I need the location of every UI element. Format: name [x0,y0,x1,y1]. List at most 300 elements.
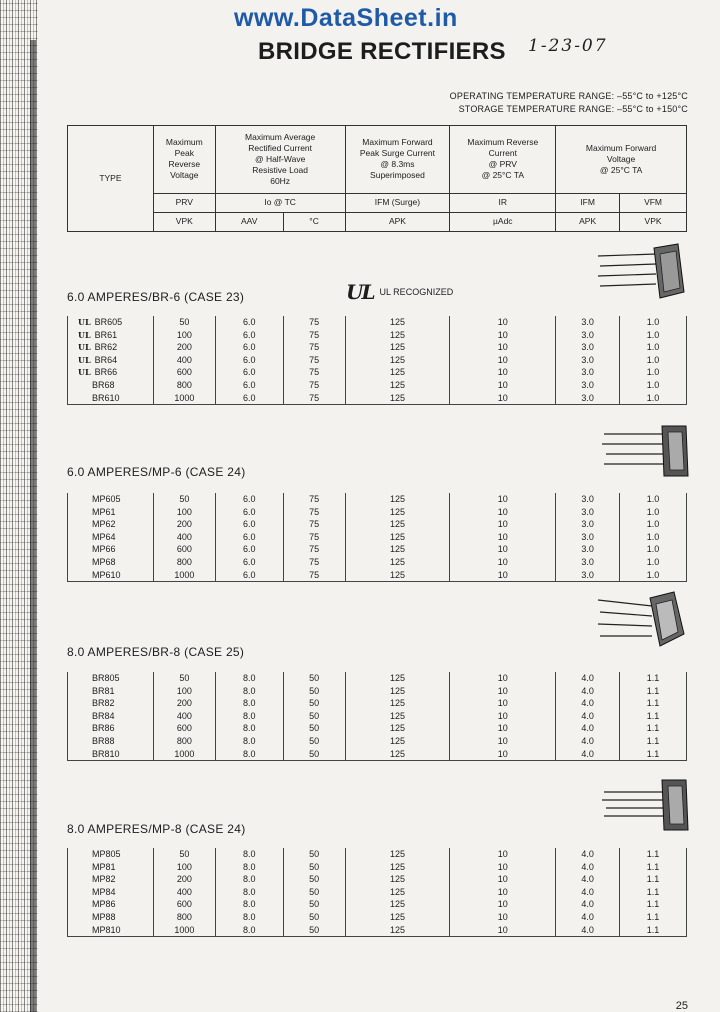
cell-type [68,924,154,937]
cell-ifm: 4.0 [556,735,620,748]
cell-ifsm: 125 [345,329,450,342]
table-row [68,506,687,519]
part-number: MP605 [92,494,121,504]
cell-ir: 10 [450,518,556,531]
cell-io: 8.0 [215,898,283,911]
cell-type [68,886,154,899]
cell-io: 8.0 [215,735,283,748]
cell-type [68,898,154,911]
table-row [68,911,687,924]
table-row [68,898,687,911]
cell-io: 8.0 [215,710,283,723]
cell-ifm: 4.0 [556,748,620,761]
cell-io: 6.0 [215,341,283,354]
cell-ifm: 4.0 [556,886,620,899]
cell-ir: 10 [450,392,556,405]
section-heading-mp8: 8.0 AMPERES/MP-8 (CASE 24) [67,822,246,836]
ul-recognized-label: UL RECOGNIZED [379,287,454,297]
cell-tc: 50 [283,898,345,911]
cell-ifsm: 125 [345,341,450,354]
cell-ifsm: 125 [345,710,450,723]
cell-tc: 50 [283,710,345,723]
cell-prv: 1000 [153,924,215,937]
cell-io: 8.0 [215,873,283,886]
page-number: 25 [675,1000,688,1012]
cell-ifsm: 125 [345,861,450,874]
cell-ir: 10 [450,873,556,886]
table-row [68,543,687,556]
cell-type [68,722,154,735]
cell-type [68,518,154,531]
cell-io: 6.0 [215,569,283,582]
cell-io: 8.0 [215,861,283,874]
cell-tc: 50 [283,748,345,761]
part-number: MP64 [92,531,116,542]
cell-ifsm: 125 [345,392,450,405]
sym-io: Io @ TC [215,193,345,212]
part-number: BR62 [94,342,118,353]
data-table-br6 [67,316,687,405]
cell-vfm: 1.1 [620,924,687,937]
cell-ir: 10 [450,886,556,899]
cell-type [68,735,154,748]
cell-prv: 400 [153,710,215,723]
cell-ifsm: 125 [345,911,450,924]
cell-io: 8.0 [215,672,283,685]
cell-ifm: 3.0 [556,518,620,531]
page-title: BRIDGE RECTIFIERS [258,38,506,65]
cell-ifm: 3.0 [556,341,620,354]
cell-ifsm: 125 [345,506,450,519]
cell-ir: 10 [450,924,556,937]
cell-ifsm: 125 [345,697,450,710]
operating-temp: OPERATING TEMPERATURE RANGE: –55°C to +125°C [449,91,688,101]
cell-ir: 10 [450,531,556,544]
unit-aav: AAV [215,212,283,231]
table-row [68,848,687,861]
part-number: BR81 [92,685,115,696]
table-row [68,341,687,354]
package-br8-icon [596,590,688,652]
cell-ir: 10 [450,861,556,874]
cell-prv: 100 [153,861,215,874]
table-row [68,722,687,735]
part-number: MP84 [92,886,116,897]
part-number: MP810 [92,924,121,935]
data-table-mp8 [67,848,687,937]
table-row [68,710,687,723]
header-forward-voltage: Maximum Forward Voltage @ 25°C TA [556,126,687,194]
cell-prv: 50 [153,316,215,329]
cell-type [68,685,154,698]
cell-prv: 1000 [153,392,215,405]
cell-io: 8.0 [215,697,283,710]
cell-ir: 10 [450,506,556,519]
cell-ir: 10 [450,911,556,924]
cell-prv: 50 [153,493,215,506]
part-number: BR61 [94,329,118,340]
cell-ir: 10 [450,672,556,685]
cell-tc: 75 [283,518,345,531]
cell-ifsm: 125 [345,898,450,911]
cell-prv: 800 [153,379,215,392]
cell-vfm: 1.0 [620,341,687,354]
cell-ifm: 4.0 [556,685,620,698]
cell-type [68,379,154,392]
cell-tc: 50 [283,873,345,886]
cell-ir: 10 [450,685,556,698]
unit-uadc: µAdc [450,212,556,231]
cell-tc: 50 [283,735,345,748]
cell-ir: 10 [450,735,556,748]
cell-vfm: 1.1 [620,898,687,911]
cell-tc: 50 [283,672,345,685]
cell-ifsm: 125 [345,722,450,735]
handwritten-date: 1-23-07 [528,36,608,56]
cell-tc: 75 [283,556,345,569]
cell-tc: 50 [283,848,345,861]
cell-prv: 400 [153,886,215,899]
unit-apk2: APK [556,212,620,231]
storage-temp: STORAGE TEMPERATURE RANGE: –55°C to +150°C [458,104,688,114]
cell-ir: 10 [450,354,556,367]
table-row [68,924,687,937]
cell-type [68,569,154,582]
cell-io: 6.0 [215,506,283,519]
part-number: MP81 [92,861,116,872]
ul-logo-icon: UL [346,280,374,304]
ul-mark-icon: UL [78,367,91,378]
cell-vfm: 1.0 [620,531,687,544]
cell-ifm: 3.0 [556,543,620,556]
unit-c: °C [283,212,345,231]
cell-ifm: 3.0 [556,392,620,405]
cell-vfm: 1.0 [620,366,687,379]
cell-type [68,748,154,761]
cell-ir: 10 [450,316,556,329]
cell-type [68,848,154,861]
cell-ir: 10 [450,556,556,569]
cell-type [68,861,154,874]
part-number: BR810 [92,748,120,759]
header-reverse-current: Maximum Reverse Current @ PRV @ 25°C TA [450,126,556,194]
cell-ifm: 4.0 [556,848,620,861]
sym-prv: PRV [153,193,215,212]
cell-io: 6.0 [215,366,283,379]
cell-ir: 10 [450,543,556,556]
data-table-br8 [67,672,687,761]
cell-prv: 600 [153,722,215,735]
cell-io: 8.0 [215,685,283,698]
cell-ifsm: 125 [345,379,450,392]
cell-ir: 10 [450,898,556,911]
cell-vfm: 1.0 [620,543,687,556]
sym-ifm: IFM [556,193,620,212]
cell-prv: 50 [153,672,215,685]
cell-ifsm: 125 [345,748,450,761]
cell-ifm: 3.0 [556,569,620,582]
cell-ifm: 4.0 [556,710,620,723]
cell-ifsm: 125 [345,735,450,748]
ul-mark-icon: UL [78,342,91,353]
cell-tc: 75 [283,506,345,519]
table-row [68,672,687,685]
cell-vfm: 1.1 [620,861,687,874]
cell-ir: 10 [450,329,556,342]
table-row [68,518,687,531]
cell-ifm: 3.0 [556,316,620,329]
cell-ifm: 4.0 [556,722,620,735]
cell-tc: 50 [283,685,345,698]
data-table-mp6 [67,493,687,582]
table-row [68,697,687,710]
cell-ifm: 4.0 [556,873,620,886]
cell-type [68,341,154,354]
cell-io: 8.0 [215,924,283,937]
cell-ifm: 3.0 [556,379,620,392]
part-number: BR805 [92,673,120,683]
cell-ifm: 4.0 [556,672,620,685]
cell-tc: 75 [283,316,345,329]
cell-ir: 10 [450,697,556,710]
cell-ifm: 4.0 [556,697,620,710]
cell-type [68,506,154,519]
header-surge: Maximum Forward Peak Surge Current @ 8.3ms Superimposed [345,126,450,194]
site-watermark[interactable]: www.DataSheet.in [234,4,458,32]
cell-ifsm: 125 [345,366,450,379]
cell-ifsm: 125 [345,873,450,886]
cell-vfm: 1.0 [620,329,687,342]
cell-vfm: 1.0 [620,354,687,367]
table-row [68,316,687,329]
cell-ifm: 4.0 [556,924,620,937]
cell-vfm: 1.1 [620,697,687,710]
part-number: BR610 [92,392,120,403]
cell-prv: 200 [153,873,215,886]
table-row [68,556,687,569]
cell-type [68,329,154,342]
package-mp6-icon [600,422,692,480]
part-number: MP610 [92,569,121,580]
part-number: MP62 [92,519,116,530]
ul-mark-icon: UL [78,329,91,340]
cell-tc: 50 [283,886,345,899]
cell-type [68,366,154,379]
cell-prv: 600 [153,898,215,911]
header-avg-current: Maximum Average Rectified Current @ Half-Wave Resistive Load 60Hz [215,126,345,194]
part-number: MP68 [92,556,116,567]
header-prv: Maximum Peak Reverse Voltage [153,126,215,194]
cell-ifsm: 125 [345,672,450,685]
cell-ifsm: 125 [345,886,450,899]
cell-tc: 75 [283,329,345,342]
cell-ifsm: 125 [345,543,450,556]
cell-type [68,556,154,569]
cell-prv: 600 [153,543,215,556]
cell-tc: 50 [283,722,345,735]
cell-tc: 75 [283,354,345,367]
cell-ifm: 3.0 [556,354,620,367]
part-number: MP805 [92,849,121,859]
cell-prv: 200 [153,341,215,354]
ul-mark-icon: UL [78,317,91,327]
cell-vfm: 1.1 [620,710,687,723]
cell-type [68,354,154,367]
cell-tc: 75 [283,379,345,392]
cell-prv: 200 [153,697,215,710]
table-row [68,748,687,761]
cell-vfm: 1.0 [620,518,687,531]
cell-type [68,543,154,556]
table-row [68,354,687,367]
cell-ifsm: 125 [345,556,450,569]
scan-edge-shadow [30,40,36,1012]
part-number: MP88 [92,911,116,922]
cell-io: 6.0 [215,543,283,556]
cell-io: 8.0 [215,886,283,899]
cell-vfm: 1.0 [620,493,687,506]
cell-io: 8.0 [215,848,283,861]
cell-io: 6.0 [215,518,283,531]
cell-vfm: 1.1 [620,886,687,899]
cell-ifsm: 125 [345,569,450,582]
cell-tc: 50 [283,861,345,874]
cell-prv: 1000 [153,569,215,582]
cell-prv: 100 [153,685,215,698]
cell-prv: 600 [153,366,215,379]
cell-vfm: 1.1 [620,672,687,685]
cell-ir: 10 [450,493,556,506]
table-row [68,685,687,698]
part-number: MP66 [92,544,116,555]
cell-ifm: 3.0 [556,531,620,544]
part-number: BR86 [92,723,115,734]
unit-vpk: VPK [153,212,215,231]
table-row [68,861,687,874]
cell-ifsm: 125 [345,924,450,937]
cell-ifm: 3.0 [556,506,620,519]
cell-type [68,710,154,723]
cell-ir: 10 [450,379,556,392]
cell-ifm: 4.0 [556,898,620,911]
cell-vfm: 1.1 [620,735,687,748]
cell-type [68,316,154,329]
cell-tc: 75 [283,569,345,582]
cell-prv: 400 [153,354,215,367]
cell-prv: 400 [153,531,215,544]
cell-type [68,697,154,710]
cell-type [68,392,154,405]
cell-prv: 100 [153,329,215,342]
cell-type [68,911,154,924]
part-number: BR66 [94,367,118,378]
cell-ifsm: 125 [345,316,450,329]
cell-io: 6.0 [215,556,283,569]
cell-io: 6.0 [215,379,283,392]
cell-vfm: 1.0 [620,379,687,392]
cell-io: 8.0 [215,722,283,735]
cell-ir: 10 [450,710,556,723]
cell-ifm: 3.0 [556,493,620,506]
cell-type [68,531,154,544]
cell-vfm: 1.0 [620,556,687,569]
cell-vfm: 1.1 [620,911,687,924]
section-heading-mp6: 6.0 AMPERES/MP-6 (CASE 24) [67,465,246,479]
header-type: TYPE [68,126,154,232]
cell-type [68,493,154,506]
part-number: BR82 [92,698,115,709]
table-row [68,329,687,342]
cell-io: 6.0 [215,392,283,405]
part-number: MP86 [92,899,116,910]
cell-tc: 50 [283,924,345,937]
cell-ifsm: 125 [345,518,450,531]
cell-ir: 10 [450,366,556,379]
cell-vfm: 1.0 [620,569,687,582]
cell-prv: 50 [153,848,215,861]
cell-ifm: 4.0 [556,861,620,874]
cell-ifsm: 125 [345,493,450,506]
cell-ir: 10 [450,848,556,861]
cell-vfm: 1.1 [620,685,687,698]
ul-recognized [346,280,453,304]
cell-tc: 75 [283,543,345,556]
cell-io: 6.0 [215,316,283,329]
unit-vpk2: VPK [620,212,687,231]
table-row [68,366,687,379]
cell-vfm: 1.0 [620,506,687,519]
part-number: BR605 [94,317,123,327]
package-br6-icon [596,242,688,304]
table-row [68,493,687,506]
part-number: MP82 [92,874,116,885]
cell-vfm: 1.0 [620,316,687,329]
cell-ir: 10 [450,748,556,761]
cell-prv: 800 [153,911,215,924]
cell-tc: 75 [283,493,345,506]
table-row [68,569,687,582]
cell-vfm: 1.1 [620,848,687,861]
cell-prv: 800 [153,556,215,569]
cell-ifm: 3.0 [556,366,620,379]
section-heading-br8: 8.0 AMPERES/BR-8 (CASE 25) [67,645,245,659]
cell-io: 8.0 [215,911,283,924]
part-number: BR64 [94,354,118,365]
sym-vfm: VFM [620,193,687,212]
cell-vfm: 1.1 [620,722,687,735]
cell-tc: 50 [283,911,345,924]
ul-mark-icon: UL [78,354,91,365]
table-row [68,735,687,748]
cell-io: 6.0 [215,329,283,342]
cell-tc: 75 [283,366,345,379]
cell-ifm: 3.0 [556,329,620,342]
cell-vfm: 1.1 [620,873,687,886]
part-number: BR88 [92,735,115,746]
cell-io: 8.0 [215,748,283,761]
cell-vfm: 1.1 [620,748,687,761]
cell-tc: 75 [283,531,345,544]
cell-ir: 10 [450,722,556,735]
cell-ifsm: 125 [345,354,450,367]
cell-ir: 10 [450,341,556,354]
package-mp8-icon [600,776,692,834]
cell-ir: 10 [450,569,556,582]
unit-apk: APK [345,212,450,231]
cell-tc: 50 [283,697,345,710]
cell-ifsm: 125 [345,848,450,861]
cell-prv: 800 [153,735,215,748]
